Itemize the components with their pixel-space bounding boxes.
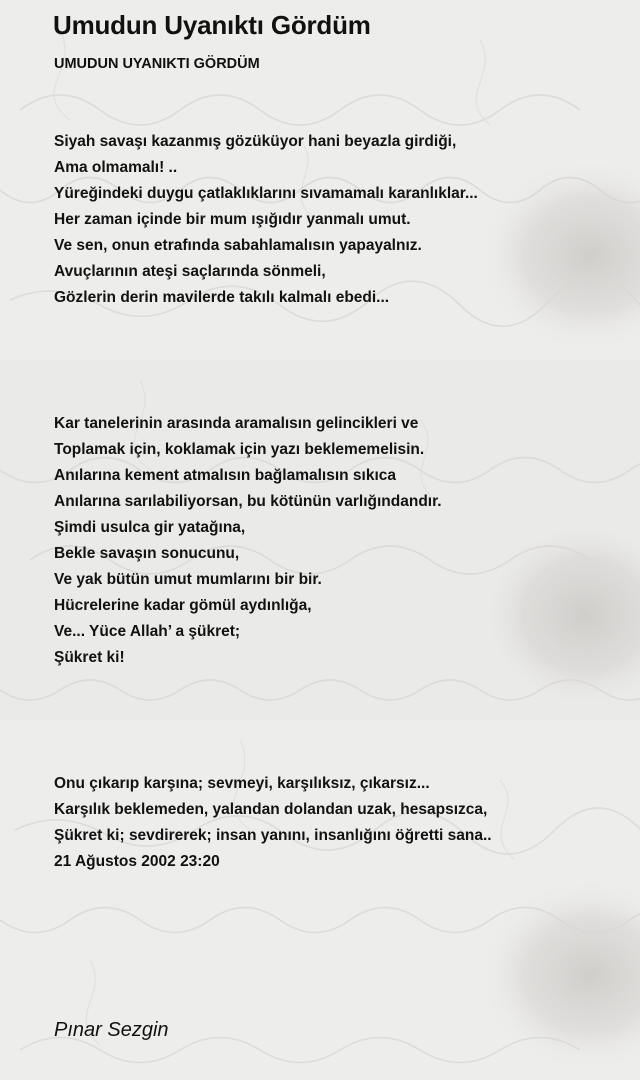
poem-line: Bekle savaşın sonucunu, (54, 545, 240, 562)
poem-subtitle: UMUDUN UYANIKTI GÖRDÜM (54, 56, 260, 72)
poem-line: Her zaman içinde bir mum ışığıdır yanmalı umut. (54, 211, 411, 228)
poem-line: Ve sen, onun etrafında sabahlamalısın yapayalnız. (54, 237, 422, 254)
poem-line: Ve yak bütün umut mumlarını bir bir. (54, 571, 322, 588)
poem-line: Gözlerin derin mavilerde takılı kalmalı ebedi... (54, 289, 390, 306)
poem-line: Anılarına sarılabiliyorsan, bu kötünün varlığındandır. (54, 493, 442, 510)
poem-line: Ama olmamalı! .. (54, 159, 178, 176)
poem-line: Yüreğindeki duygu çatlaklıklarını sıvamamalı karanlıklar... (54, 185, 478, 202)
poem-line: Kar tanelerinin arasında aramalısın gelincikleri ve (54, 415, 419, 432)
poem-stanza-2 (54, 411, 442, 671)
poem-line: Karşılık beklemeden, yalandan dolandan uzak, hesapsızca, (54, 801, 488, 818)
poem-line: Şükret ki; sevdirerek; insan yanını, insanlığını öğretti sana.. (54, 827, 492, 844)
poem-date: 21 Ağustos 2002 23:20 (54, 853, 220, 870)
poem-line: Şükret ki! (54, 649, 125, 666)
poem-line: Onu çıkarıp karşına; sevmeyi, karşılıksız, çıkarsız... (54, 775, 430, 792)
poem-stanza-1 (54, 129, 478, 311)
poem-line: Hücrelerine kadar gömül aydınlığa, (54, 597, 312, 614)
poem-line: Toplamak için, koklamak için yazı beklememelisin. (54, 441, 425, 458)
page-title: Umudun Uyanıktı Gördüm (53, 10, 371, 40)
poem-stanza-3 (54, 771, 492, 875)
poem-line: Ve... Yüce Allah’ a şükret; (54, 623, 241, 640)
poem-line: Siyah savaşı kazanmış gözüküyor hani beyazla girdiği, (54, 133, 457, 150)
poem-line: Anılarına kement atmalısın bağlamalısın sıkıca (54, 467, 396, 484)
poem-line: Şimdi usulca gir yatağına, (54, 519, 246, 536)
poem-author: Pınar Sezgin (54, 1019, 169, 1041)
poem-line: Avuçlarının ateşi saçlarında sönmeli, (54, 263, 326, 280)
